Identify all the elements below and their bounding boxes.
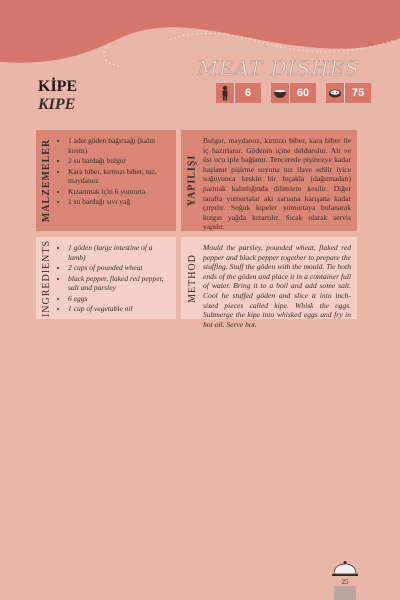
prep-time-info: [271, 83, 316, 103]
turkish-method-box: [181, 130, 357, 231]
list-item: • 2 cups of pounded wheat: [68, 263, 170, 273]
section-title: MEAT DISHES: [197, 56, 360, 80]
recipe-title-english: KIPE: [38, 96, 76, 113]
turkish-method-label: YAPILIŞI: [186, 154, 198, 207]
list-item: • 2 su bardağı bulgur: [68, 156, 170, 166]
cook-time-value: 75: [344, 83, 371, 103]
recipe-info-icons: [216, 82, 365, 104]
list-item: • Kara biber, kırmızı biber, tuz, maydanoz: [68, 167, 170, 186]
turkish-method-text: Bulgur, maydanoz, kırmızı biber, kara biber ile iç hazırlanır. Gödenin içine doldurulur. Alt ve üst ucu iple bağlanır. Tencerede pişinceye kadar haşlanır pişirme suyuna tuz ilave edilir iyice soğuyunca keskin bir bıçakla (dağıtmadan) parmak kalınlığında dilimlere kesilir. Diğer tarafta yumurtalar akı sarısına karışana kadar çırpılır. Soğuk kipeler yumurtaya bulanarak kızgın yağda kızartılır. Sıcak olarak servis yapılır.: [203, 136, 351, 232]
servings-info: [216, 83, 261, 103]
list-item: • 1 göden (large intestine of a lamb): [68, 243, 170, 262]
english-method-box: [181, 237, 357, 329]
list-item: • Kızartmak için 6 yumurta: [68, 187, 170, 197]
recipe-title-turkish: KİPE: [38, 78, 78, 95]
turkish-ingredients-box: [36, 130, 176, 231]
pan-icon: [326, 83, 344, 103]
english-method-text: Mould the parsley, pounded wheat, flaked red pepper and black pepper together to prepare the stuffing. Stuff the göden with the mould. Tie both ends of the göden and place it in a container full of water. Bring it to a boil and add some salt. Cool he stuffed göden and slice it into inch-sized pieces called kipe. Whisk the eggs. Submerge the kipe into whisked eggs and fry in hot oil. Serve hot.: [203, 243, 351, 329]
turkish-ingredients-label: MALZEMELER: [41, 138, 53, 223]
page-number: 25: [341, 578, 349, 586]
serving-cloche-icon: [331, 560, 359, 578]
list-item: • black pepper, flaked red pepper, salt and parsley: [68, 274, 170, 293]
english-ingredients-label: INGREDIENTS: [41, 239, 53, 317]
bowl-icon: [271, 83, 289, 103]
cook-time-info: [326, 83, 371, 103]
list-item: • 1 adet göden bağırsağı (kalın kısım): [68, 136, 170, 155]
list-item: • 6 eggs: [68, 294, 170, 304]
person-icon: [216, 83, 234, 103]
prep-time-value: 60: [289, 83, 316, 103]
list-item: • 1 su bardağı sıvı yağ: [68, 197, 170, 207]
list-item: • 1 cup of vegetable oil: [68, 304, 170, 314]
english-method-label: METHOD: [186, 253, 198, 303]
turkish-ingredients-list: [56, 136, 170, 208]
english-ingredients-box: [36, 237, 176, 319]
servings-value: 6: [234, 83, 261, 103]
page-footer-bar: [334, 586, 356, 600]
english-ingredients-list: [56, 243, 170, 315]
